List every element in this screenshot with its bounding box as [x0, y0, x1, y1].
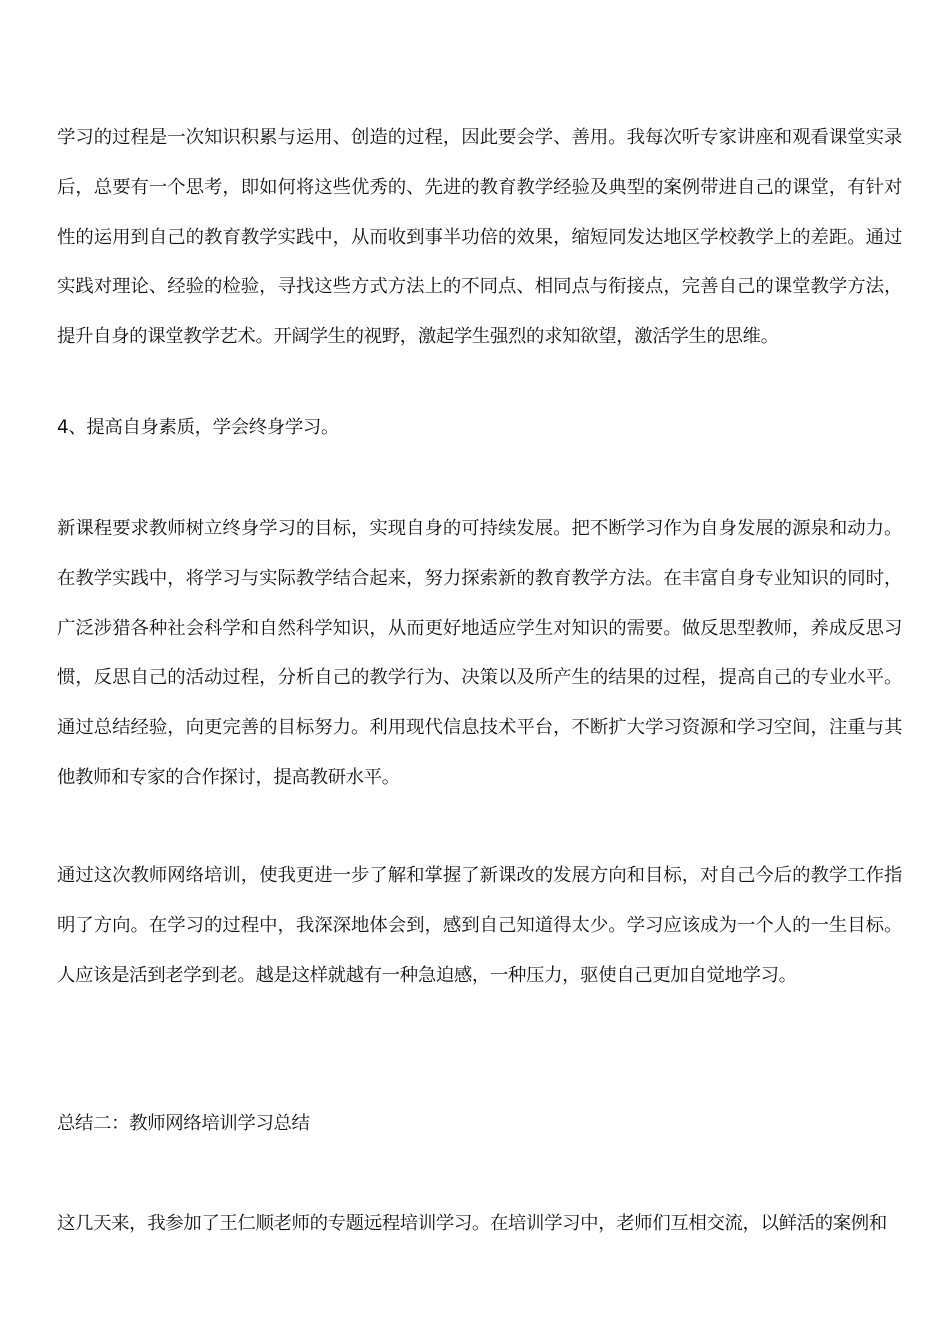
body-paragraph-new-curriculum: 新课程要求教师树立终身学习的目标，实现自身的可持续发展。把不断学习作为自身发展的源泉和动力。在教学实践中，将学习与实际教学结合起来，努力探索新的教育教学方法。在丰富自身专业知识的同时，广泛涉猎各种社会科学和自然科学知识，从而更好地适应学生对知识的需要。做反思型教师，养成反思习惯，反思自己的活动过程，分析自己的教学行为、决策以及所产生的结果的过程，提高自己的专业水平。通过总结经验，向更完善的目标努力。利用现代信息技术平台，不断扩大学习资源和学习空间，注重与其他教师和专家的合作探讨，提高教研水平。 [57, 518, 902, 788]
section-heading-lifelong-learning: 4、提高自身素质，学会终身学习。 [57, 417, 339, 438]
body-paragraph-training-reflection: 通过这次教师网络培训，使我更进一步了解和掌握了新课改的发展方向和目标，对自己今后的教学工作指明了方向。在学习的过程中，我深深地体会到，感到自己知道得太少。学习应该成为一个人的一生目标。人应该是活到老学到老。越是这样就越有一种急迫感，一种压力，驱使自己更加自觉地学习。 [57, 865, 902, 986]
body-paragraph-learning-process: 学习的过程是一次知识积累与运用、创造的过程，因此要会学、善用。我每次听专家讲座和观看课堂实录后，总要有一个思考，即如何将这些优秀的、先进的教育教学经验及典型的案例带进自己的课堂，有针对性的运用到自己的教育教学实践中，从而收到事半功倍的效果，缩短同发达地区学校教学上的差距。通过实践对理论、经验的检验，寻找这些方式方法上的不同点、相同点与衔接点，完善自己的课堂教学方法，提升自身的课堂教学艺术。开阔学生的视野，激起学生强烈的求知欲望，激活学生的思维。 [57, 127, 902, 348]
body-paragraph-remote-training: 这几天来，我参加了王仁顺老师的专题远程培训学习。在培训学习中，老师们互相交流，以鲜活的案例和 [57, 1213, 887, 1234]
summary-two-title: 总结二：教师网络培训学习总结 [57, 1113, 310, 1134]
